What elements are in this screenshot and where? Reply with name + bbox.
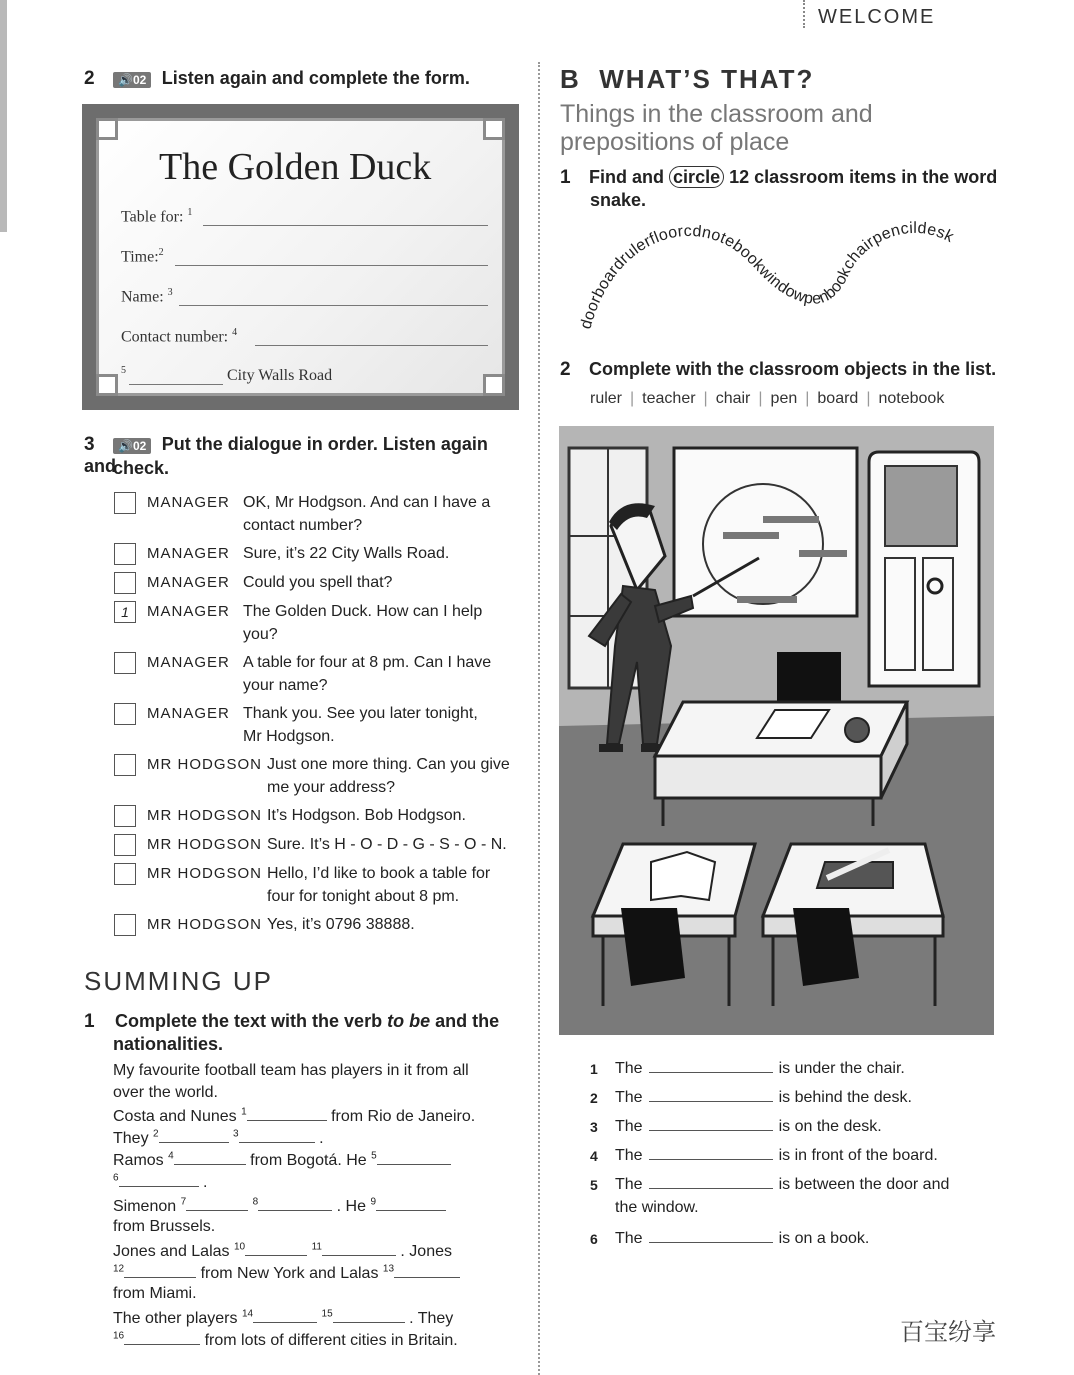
blank-field[interactable] <box>186 1196 248 1211</box>
dialogue-text: Hello, I’d like to book a table for <box>267 865 491 882</box>
speaker-label: MR HODGSON <box>147 756 262 773</box>
speaker-label: MANAGER <box>147 545 230 562</box>
order-checkbox[interactable]: 1 <box>114 601 136 623</box>
dialogue-text: OK, Mr Hodgson. And can I have a <box>243 494 491 511</box>
question-number: 1 <box>590 1061 598 1077</box>
exercise-number: 2 <box>560 359 571 380</box>
speaker-label: MR HODGSON <box>147 807 262 824</box>
blank-field[interactable] <box>245 1241 307 1256</box>
blank-field[interactable] <box>394 1263 460 1278</box>
golden-duck-form <box>82 104 519 410</box>
blank-field[interactable] <box>119 1172 199 1187</box>
question-text-cont: the window. <box>615 1199 699 1216</box>
corner-ornament <box>96 374 118 396</box>
text-line: Ramos $^4$ from Bogotá. He $^5$ <box>113 1150 451 1170</box>
word-chair: chair <box>715 390 751 407</box>
corner-ornament <box>96 118 118 140</box>
page-edge-strip <box>0 0 7 232</box>
text-line: Jones and Lalas $^{10}$ $^{11}$ . Jones <box>113 1241 452 1260</box>
text-line: from Miami. <box>113 1285 197 1302</box>
exercise-title-cont: check. <box>113 458 170 478</box>
text-line: over the world. <box>113 1084 218 1101</box>
section-b-heading: B WHAT’S THAT? <box>560 64 815 94</box>
exercise-title-cont: snake. <box>590 190 647 210</box>
exercise-2-heading <box>84 68 470 90</box>
text-line: $^6$ . <box>113 1172 208 1191</box>
form-label-time: Time:$^2$ <box>121 247 164 266</box>
answer-blank[interactable] <box>649 1087 773 1102</box>
question-article: The <box>615 1176 643 1193</box>
dialogue-text: your name? <box>243 677 328 694</box>
question-article: The <box>615 1089 643 1106</box>
dialogue-line <box>243 651 491 697</box>
question-row <box>615 1058 905 1078</box>
exercise-number: 1 <box>84 1011 95 1032</box>
form-card <box>96 118 505 396</box>
order-checkbox[interactable] <box>114 543 136 565</box>
answer-blank[interactable] <box>649 1228 773 1243</box>
blank-field[interactable] <box>124 1263 196 1278</box>
dialogue-line <box>267 913 415 936</box>
speaker-label: MANAGER <box>147 654 230 671</box>
order-checkbox[interactable] <box>114 652 136 674</box>
form-title: The Golden Duck <box>159 146 432 188</box>
question-number: 5 <box>590 1177 598 1193</box>
blank-field[interactable] <box>247 1106 327 1121</box>
column-divider <box>538 62 542 1375</box>
exercise-number: 3 <box>84 434 95 455</box>
exercise-title: Put the dialogue in order. Listen again and <box>84 434 488 476</box>
exercise-number: 2 <box>84 68 95 89</box>
word-notebook: notebook <box>878 390 945 407</box>
exercise-title-cont: nationalities. <box>113 1034 224 1054</box>
order-checkbox[interactable] <box>114 805 136 827</box>
blank-field[interactable] <box>239 1128 315 1143</box>
question-row <box>615 1145 938 1165</box>
student-chair <box>621 908 685 986</box>
question-number: 3 <box>590 1119 598 1135</box>
book-open <box>651 852 715 900</box>
summing-up-heading: SUMMING UP <box>84 966 273 996</box>
order-checkbox[interactable] <box>114 703 136 725</box>
word-ruler: ruler <box>590 390 623 407</box>
dialogue-text: four for tonight about 8 pm. <box>267 888 460 905</box>
section-b-ex1-heading: 1 Find and circle 12 classroom items in the word <box>560 167 998 188</box>
dialogue-text: Could you spell that? <box>243 574 393 591</box>
corner-ornament <box>483 374 505 396</box>
order-checkbox[interactable] <box>114 572 136 594</box>
text-line: The other players $^{14}$ $^{15}$ . They <box>113 1308 454 1327</box>
student-chair <box>793 908 859 986</box>
blank-field[interactable] <box>174 1150 246 1165</box>
question-text: is between the door and <box>778 1176 950 1193</box>
word-list: ruler | teacher | chair | pen | board | notebook <box>590 390 945 407</box>
speaker-label: MR HODGSON <box>147 836 262 853</box>
blank-field[interactable] <box>333 1308 405 1323</box>
dialogue-line <box>267 833 507 856</box>
audio-track-number: 02 <box>132 72 147 87</box>
blank-field[interactable] <box>253 1308 317 1323</box>
answer-blank[interactable] <box>649 1116 773 1131</box>
form-field-name[interactable] <box>179 305 488 306</box>
question-text: is under the chair. <box>778 1060 905 1077</box>
form-label-address: 5 <box>121 365 126 376</box>
word-teacher: teacher <box>642 390 696 407</box>
dialogue-text: Yes, it’s 0796 38888. <box>267 916 415 933</box>
question-article: The <box>615 1118 643 1135</box>
speaker-label: MANAGER <box>147 705 230 722</box>
question-row <box>615 1228 869 1248</box>
dialogue-line <box>267 753 510 799</box>
exercise-title: Complete with the classroom objects in the list. <box>589 359 997 379</box>
order-checkbox[interactable] <box>114 492 136 514</box>
watermark: 百宝纷享 <box>900 1319 996 1346</box>
dialogue-text: Mr Hodgson. <box>243 728 335 745</box>
order-checkbox[interactable] <box>114 914 136 936</box>
word-pen: pen <box>770 390 798 407</box>
dialogue-text: A table for four at 8 pm. Can I have <box>243 654 492 671</box>
dialogue-text: Sure. It’s H - O - D - G - S - O - N. <box>267 836 507 853</box>
exercise-title: Listen again and complete the form. <box>161 68 470 88</box>
dialogue-text: The Golden Duck. How can I help <box>243 603 483 620</box>
blank-field[interactable] <box>258 1196 332 1211</box>
question-text: is on a book. <box>778 1230 870 1247</box>
dialogue-line <box>267 862 490 908</box>
form-address-text: City Walls Road <box>227 367 333 384</box>
form-field-time[interactable] <box>175 265 488 266</box>
order-checkbox[interactable] <box>114 834 136 856</box>
word-snake[interactable] <box>560 212 1000 342</box>
speaker-label: MR HODGSON <box>147 865 262 882</box>
question-text: is in front of the board. <box>778 1147 938 1164</box>
question-number: 6 <box>590 1231 598 1247</box>
answer-blank[interactable] <box>649 1174 773 1189</box>
audio-track-number: 02 <box>132 438 147 453</box>
circle-word: circle <box>669 166 724 188</box>
dialogue-line <box>243 702 478 748</box>
text-line: My favourite football team has players in it from all <box>113 1062 469 1079</box>
audio-track-icon[interactable]: 🔊02 <box>113 72 151 88</box>
dialogue-line <box>243 542 449 565</box>
form-label-name: Name: $^3$ <box>121 287 173 306</box>
exercise-title: Complete the text with the verb to be and the <box>115 1011 500 1031</box>
order-checkbox[interactable] <box>114 754 136 776</box>
question-row <box>615 1087 912 1107</box>
speaker-label: MANAGER <box>147 603 230 620</box>
text-line: $^{12}$ from New York and Lalas $^{13}$ <box>113 1263 460 1283</box>
text-line: They $^2$ $^3$ . <box>113 1128 324 1147</box>
question-text: is behind the desk. <box>778 1089 912 1106</box>
speaker-label: MR HODGSON <box>147 916 262 933</box>
speaker-label: MANAGER <box>147 574 230 591</box>
form-field-address[interactable] <box>129 384 223 385</box>
dialogue-line <box>243 600 482 646</box>
question-article: The <box>615 1060 643 1077</box>
blank-field[interactable] <box>376 1196 446 1211</box>
dialogue-text: Sure, it’s 22 City Walls Road. <box>243 545 450 562</box>
audio-track-icon[interactable]: 🔊02 <box>113 438 151 454</box>
blank-field[interactable] <box>322 1241 396 1256</box>
order-checkbox[interactable] <box>114 863 136 885</box>
form-field-table[interactable] <box>203 225 488 226</box>
section-b-ex2-heading <box>560 359 1000 381</box>
form-label-contact: Contact number: $^4$ <box>121 327 238 346</box>
corner-ornament <box>483 118 505 140</box>
apple <box>845 718 869 742</box>
question-text: is on the desk. <box>778 1118 882 1135</box>
text-line: from Brussels. <box>113 1218 216 1235</box>
classroom-illustration <box>559 426 994 1035</box>
dialogue-line <box>243 491 490 537</box>
dialogue-text: contact number? <box>243 517 363 534</box>
dialogue-text: It’s Hodgson. Bob Hodgson. <box>267 807 466 824</box>
answer-blank[interactable] <box>649 1145 773 1160</box>
blank-field[interactable] <box>377 1150 451 1165</box>
form-label-table: Table for: $^1$ <box>121 207 193 226</box>
exercise-number: 1 <box>560 167 571 188</box>
section-header: WELCOME <box>818 6 936 28</box>
text-line: $^{16}$ from lots of different cities in Britain. <box>113 1330 458 1349</box>
dialogue-text: Thank you. See you later tonight, <box>243 705 478 722</box>
question-number: 2 <box>590 1090 598 1106</box>
question-number: 4 <box>590 1148 598 1164</box>
header-separator <box>803 0 807 28</box>
dialogue-line <box>243 571 392 594</box>
section-b-subtitle: Things in the classroom and prepositions of place <box>560 100 873 156</box>
word-snake-text: doorboardrulerfloorcdnotebookwindowpenbookchairpencildesk <box>577 219 957 331</box>
dialogue-text: you? <box>243 626 278 643</box>
dialogue-text: me your address? <box>267 779 396 796</box>
form-field-contact[interactable] <box>255 345 488 346</box>
dialogue-line <box>267 804 466 827</box>
blank-field[interactable] <box>124 1330 200 1345</box>
question-article: The <box>615 1147 643 1164</box>
blank-field[interactable] <box>159 1128 229 1143</box>
question-article: The <box>615 1230 643 1247</box>
question-row <box>615 1174 949 1194</box>
summing-exercise-heading <box>84 1011 499 1033</box>
word-board: board <box>817 390 859 407</box>
question-row <box>615 1116 882 1136</box>
speaker-label: MANAGER <box>147 494 230 511</box>
text-line: Costa and Nunes $^1$ from Rio de Janeiro. <box>113 1106 476 1125</box>
text-line: Simenon $^7$ $^8$ . He $^9$ <box>113 1196 446 1216</box>
dialogue-text: Just one more thing. Can you give <box>267 756 510 773</box>
answer-blank[interactable] <box>649 1058 773 1073</box>
